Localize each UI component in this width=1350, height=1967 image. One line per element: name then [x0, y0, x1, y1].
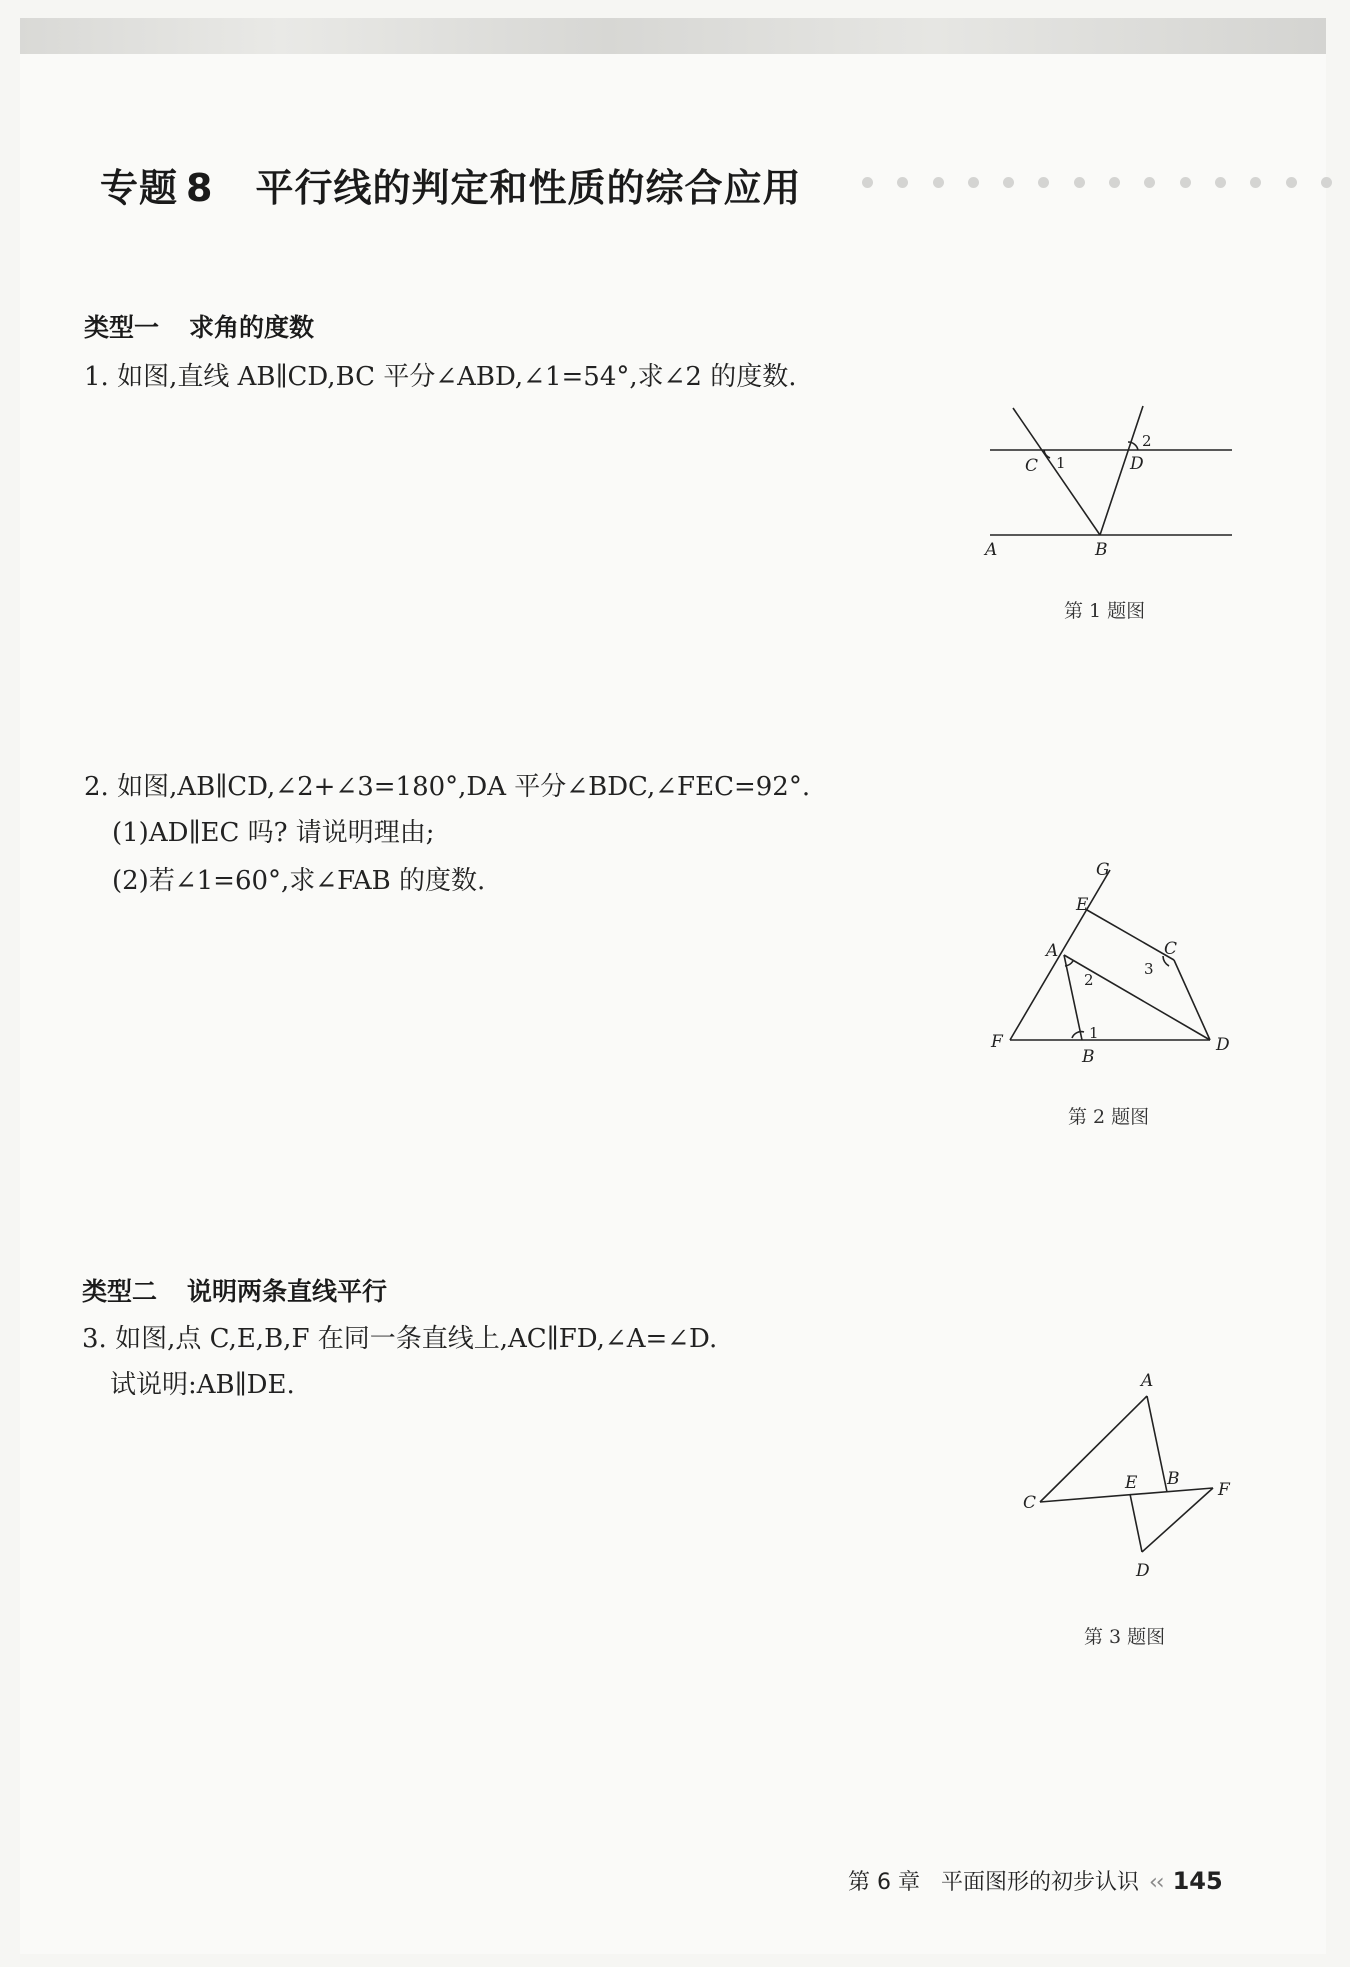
label-d: D: [1130, 454, 1144, 474]
section-label: 类型一: [84, 313, 160, 342]
label-1: 1: [1089, 1024, 1099, 1042]
label-1: 1: [1056, 454, 1066, 472]
title-dot-leader: [862, 174, 1332, 190]
page-top-edge: [20, 18, 1326, 54]
question-1: 1. 如图,直线 AB∥CD,BC 平分∠ABD,∠1=54°,求∠2 的度数.: [84, 362, 797, 392]
chapter-number: 第 6 章: [848, 1870, 920, 1895]
question-2-part-1: (1)AD∥EC 吗? 请说明理由;: [112, 818, 435, 848]
chapter-title: 平面图形的初步认识: [940, 1870, 1139, 1895]
page-number: 145: [1172, 1867, 1223, 1895]
label-c: C: [1025, 456, 1039, 476]
label-e: E: [1125, 1473, 1138, 1493]
label-d: D: [1136, 1561, 1150, 1581]
label-a: A: [1046, 941, 1059, 961]
label-2: 2: [1142, 432, 1152, 450]
label-g: G: [1096, 860, 1110, 880]
label-c: C: [1023, 1493, 1037, 1513]
page-title: [100, 157, 801, 212]
label-c: C: [1164, 939, 1178, 959]
figure-3-caption: 第 3 题图: [1084, 1626, 1166, 1648]
figure-2: [980, 860, 1250, 1080]
figure-1-caption: 第 1 题图: [1064, 600, 1146, 622]
figure-2-caption: 第 2 题图: [1068, 1106, 1150, 1128]
label-f: F: [991, 1032, 1003, 1052]
label-a: A: [985, 540, 998, 560]
question-3: 3. 如图,点 C,E,B,F 在同一条直线上,AC∥FD,∠A=∠D.: [82, 1324, 718, 1354]
section-heading-1: [84, 308, 314, 344]
section-label: 类型二: [82, 1277, 158, 1306]
label-2: 2: [1084, 971, 1094, 989]
label-d: D: [1216, 1035, 1230, 1055]
label-a: A: [1141, 1371, 1154, 1391]
label-b: B: [1095, 540, 1108, 560]
question-3-line-2: 试说明:AB∥DE.: [110, 1370, 295, 1400]
label-b: B: [1167, 1469, 1180, 1489]
section-name: 求角的度数: [189, 313, 315, 342]
question-2: 2. 如图,AB∥CD,∠2+∠3=180°,DA 平分∠BDC,∠FEC=92°.: [84, 772, 811, 802]
section-name: 说明两条直线平行: [187, 1277, 388, 1306]
page-footer: [848, 1865, 1223, 1896]
topic-number: 8: [186, 166, 214, 210]
label-3: 3: [1144, 960, 1154, 978]
topic-title: 平行线的判定和性质的综合应用: [255, 166, 802, 210]
topic-label: 专题: [100, 166, 179, 210]
label-f: F: [1218, 1480, 1230, 1500]
question-2-part-2: (2)若∠1=60°,求∠FAB 的度数.: [112, 866, 486, 896]
section-heading-2: [82, 1272, 387, 1308]
figure-3: [1010, 1372, 1250, 1592]
label-b: B: [1082, 1047, 1095, 1067]
label-e: E: [1076, 895, 1089, 915]
double-chevron-left-icon: ‹‹: [1149, 1870, 1163, 1895]
figure-1: [980, 400, 1240, 575]
